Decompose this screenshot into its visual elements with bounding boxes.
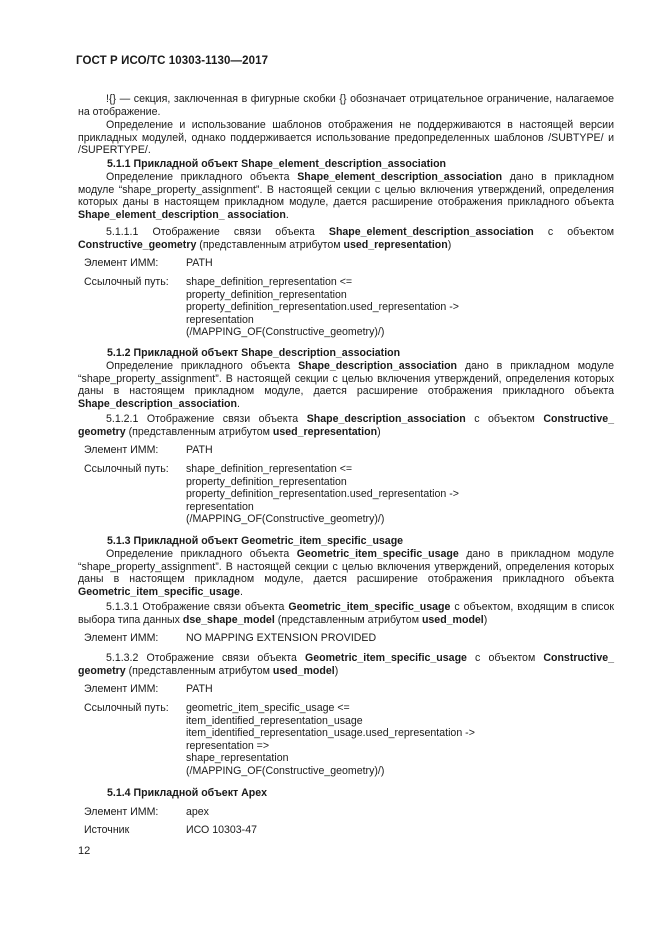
intro-paragraph-1: !{} — секция, заключенная в фигурные скобки {} обозначает отрицательное ограничение, налагаемое на отображение. [78,93,614,118]
source-value: ИСО 10303-47 [186,824,257,836]
ref-path-line: property_definition_representation.used_representation -> [186,488,459,501]
section-5-1-4-heading: 5.1.4 Прикладной объект Apex [107,787,268,799]
imm-label: Элемент ИММ: [84,632,159,644]
source-label: Источник [84,824,130,836]
imm-label: Элемент ИММ: [84,806,159,818]
section-5-1-3-heading: 5.1.3 Прикладной объект Geometric_item_specific_usage [107,535,404,547]
section-5-1-1-heading: 5.1.1 Прикладной объект Shape_element_description_association [107,158,447,170]
section-5-1-3-definition: Определение прикладного объекта Geometric_item_specific_usage дано в прикладном модуле “shape_property_assignment”. В настоящей секции с целью включения утверждений, определения которых даны в настоящем прикладном модуле, дается расширение отображения прикладного объекта Geometric_item_specific_usage. [78,548,614,598]
ref-path-line: (/MAPPING_OF(Constructive_geometry)/) [186,326,385,339]
section-5-1-1-1-mapping: 5.1.1.1 Отображение связи объекта Shape_element_description_association с объектом Constructive_geometry (представленным атрибутом used_representation) [78,226,614,251]
section-5-1-3-2-mapping: 5.1.3.2 Отображение связи объекта Geometric_item_specific_usage с объектом Constructive_ geometry (представленным атрибутом used_model) [78,652,614,677]
section-5-1-1-definition: Определение прикладного объекта Shape_element_description_association дано в прикладном модуле “shape_property_assignment”. В настоящей секции с целью включения утверждений, определения которых даны в настоящем прикладном модуле, дается расширение отображения прикладного объекта Shape_element_description_ association. [78,171,614,221]
ref-path-line: item_identified_representation_usage.used_representation -> [186,727,475,740]
ref-path-line: shape_definition_representation <= [186,463,353,475]
ref-path-label: Ссылочный путь: [84,702,169,714]
ref-path-line: property_definition_representation.used_representation -> [186,301,459,314]
ref-path [186,276,459,339]
imm-value: PATH [186,257,213,269]
section-5-1-3-1-mapping: 5.1.3.1 Отображение связи объекта Geometric_item_specific_usage с объектом, входящим в список выбора типа данных dse_shape_model (представленным атрибутом used_model) [78,601,615,626]
ref-path-line: (/MAPPING_OF(Constructive_geometry)/) [186,513,385,526]
ref-path [186,463,459,526]
ref-path-label: Ссылочный путь: [84,463,169,475]
section-5-1-2-definition: Определение прикладного объекта Shape_description_association дано в прикладном модуле “shape_property_assignment”. В настоящей секции с целью включения утверждений, определения которых даны в настоящем прикладном модуле, дается расширение отображения прикладного объекта Shape_description_association. [78,360,614,410]
page-header: ГОСТ Р ИСО/ТС 10303-1130—2017 [76,55,269,67]
ref-path-line: property_definition_representation [186,475,347,488]
imm-label: Элемент ИММ: [84,257,159,269]
imm-label: Элемент ИММ: [84,683,159,695]
imm-value: PATH [186,683,213,695]
section-5-1-2-heading: 5.1.2 Прикладной объект Shape_description_association [107,347,401,359]
ref-path-line: shape_representation [186,752,289,765]
imm-value: apex [186,806,209,818]
ref-path [186,702,475,778]
imm-value: NO MAPPING EXTENSION PROVIDED [186,632,377,644]
ref-path-line: representation => [186,739,270,752]
ref-path-line: item_identified_representation_usage [186,714,363,727]
ref-path-line: property_definition_representation [186,288,347,301]
imm-label: Элемент ИММ: [84,444,159,456]
ref-path-label: Ссылочный путь: [84,276,169,288]
imm-value: PATH [186,444,213,456]
intro-paragraph-2: Определение и использование шаблонов отображения не поддерживаются в настоящей версии прикладных модулей, однако поддерживается использование предопределенных шаблонов /SUBTYPE/ и /SUPERTYPE/. [78,119,614,157]
section-5-1-2-1-mapping: 5.1.2.1 Отображение связи объекта Shape_description_association с объектом Constructive_ geometry (представленным атрибутом used_representation) [78,413,614,438]
page-number: 12 [78,845,91,857]
ref-path-line: representation [186,500,254,513]
ref-path-line: shape_definition_representation <= [186,276,353,288]
ref-path-line: representation [186,313,254,326]
ref-path-line: geometric_item_specific_usage <= [186,702,350,714]
ref-path-line: (/MAPPING_OF(Constructive_geometry)/) [186,764,385,777]
